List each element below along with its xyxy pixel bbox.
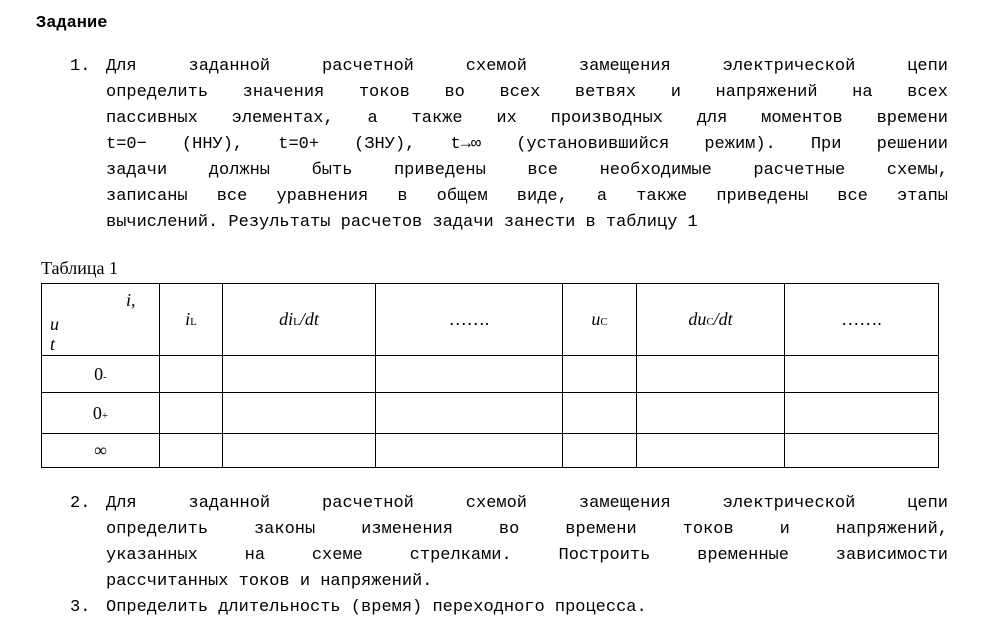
table-cell (785, 434, 939, 468)
table-cell (160, 434, 223, 468)
header-iL: iL (160, 284, 223, 356)
results-table (41, 283, 939, 468)
item3-text: Определить длительность (время) переходного процесса. (106, 598, 647, 617)
item1-number: 1. (70, 57, 91, 76)
table-cell (223, 434, 376, 468)
item1-line: записаны все уравнения в общем виде, а также приведены все этапы (106, 187, 948, 206)
table-row (42, 434, 939, 468)
row-label-0-plus: 0+ (42, 393, 160, 434)
item2-number: 2. (70, 494, 91, 513)
item3-number: 3. (70, 598, 91, 617)
header-ellipsis: ……. (785, 284, 939, 356)
table-caption: Таблица 1 (41, 258, 118, 278)
table-cell (563, 393, 637, 434)
section-heading: Задание (36, 14, 108, 33)
item2-line: определить законы изменения во времени токов и напряжений, (106, 520, 948, 539)
header-uC: uC (563, 284, 637, 356)
table-row (42, 356, 939, 393)
header-diL-dt: diL/dt (223, 284, 376, 356)
table-cell (376, 393, 563, 434)
table-cell (160, 356, 223, 393)
corner-label-t: t (50, 334, 56, 354)
table-cell (376, 434, 563, 468)
item1-line: вычислений. Результаты расчетов задачи занести в таблицу 1 (106, 213, 698, 232)
table-header-row (42, 284, 939, 356)
item2-line: Для заданной расчетной схемой замещения электрической цепи (106, 494, 948, 513)
table-cell (563, 356, 637, 393)
corner-label-u: u (50, 314, 59, 334)
table-cell (376, 356, 563, 393)
item2-line: указанных на схеме стрелками. Построить временные зависимости (106, 546, 948, 565)
table-row (42, 393, 939, 434)
row-label-0-minus: 0- (42, 356, 160, 393)
row-label-infinity: ∞ (42, 434, 160, 468)
item1-line: t=0− (ННУ), t=0+ (ЗНУ), t→∞ (установившийся режим). При решении (106, 135, 948, 154)
table-corner-cell (42, 284, 160, 356)
table-cell (637, 393, 785, 434)
table-cell (785, 356, 939, 393)
table-cell (160, 393, 223, 434)
table-cell (223, 393, 376, 434)
item2-line: рассчитанных токов и напряжений. (106, 572, 433, 591)
table-cell (223, 356, 376, 393)
corner-label-i: i, (126, 290, 136, 310)
table-cell (637, 356, 785, 393)
item1-line: определить значения токов во всех ветвях и напряжений на всех (106, 83, 948, 102)
item1-line: Для заданной расчетной схемой замещения электрической цепи (106, 57, 948, 76)
item1-line: задачи должны быть приведены все необходимые расчетные схемы, (106, 161, 948, 180)
table-cell (563, 434, 637, 468)
header-ellipsis: ……. (376, 284, 563, 356)
header-duC-dt: duC/dt (637, 284, 785, 356)
item1-line: пассивных элементах, а также их производных для моментов времени (106, 109, 948, 128)
table-cell (785, 393, 939, 434)
table-cell (637, 434, 785, 468)
